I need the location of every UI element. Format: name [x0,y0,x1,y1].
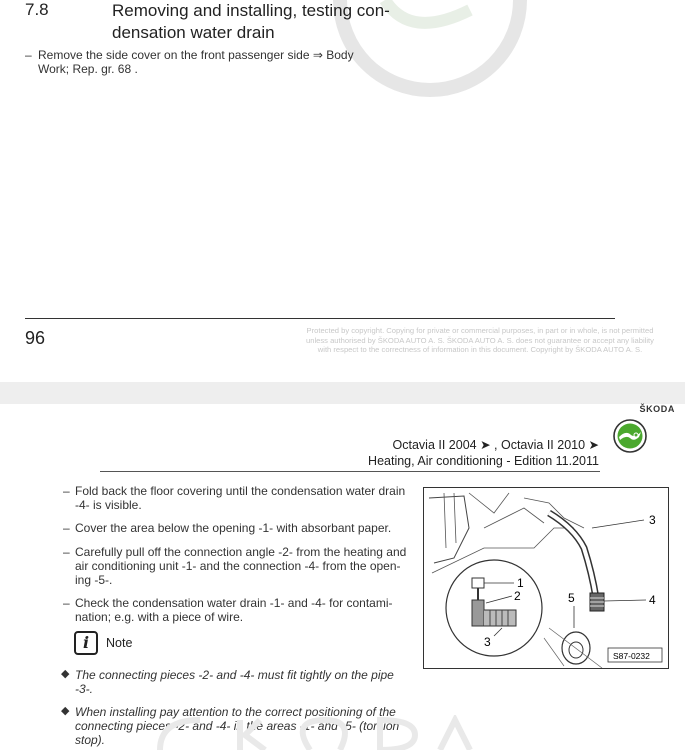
callout-label: 3 [484,635,491,649]
page-number: 96 [25,328,46,348]
drain-diagram [424,488,668,668]
header-edition: Heating, Air conditioning - Edition 11.2011 [368,454,599,468]
skoda-logo-icon [612,418,648,459]
callout-label: 1 [517,576,524,590]
step-line: Remove the side cover on the front passenger side ⇒ Body [38,48,354,62]
list-item: ◆ When installing pay attention to the correct positioning of the connecting pieces -2- and -4- in the areas -1- and -5- (torsion stop). [61,705,400,747]
diagram-figure [423,487,669,669]
list-item: – Fold back the floor covering until the condensation water drain -4- is visible. [63,484,406,512]
list-item: – Cover the area below the opening -1- with absorbant paper. [63,521,392,535]
header-rule [100,471,600,472]
info-icon: i [74,631,98,655]
footer-rule [25,318,615,319]
callout-label: 3 [649,513,656,527]
list-item: ◆ The connecting pieces -2- and -4- must fit tightly on the pipe -3-. [61,668,394,696]
watermark-text [150,715,480,750]
header-model: Octavia II 2004 ➤ , Octavia II 2010 ➤ [392,438,599,452]
callout-label: 4 [649,593,656,607]
section-title: Removing and installing, testing con-densation water drain [112,1,390,42]
list-item: – Carefully pull off the connection angle -2- from the heating and air conditioning unit -1- and the connection -4- from the open- ing -5-. [63,545,407,587]
callout-label: 2 [514,589,521,603]
note-label: Note [106,636,133,650]
step-line: Work; Rep. gr. 68 . [38,62,138,76]
callout-label: 5 [568,591,575,605]
step-dash: – [25,48,32,62]
page-gap [0,382,685,404]
copyright-notice: Protected by copyright. Copying for private or commercial purposes, in part or in whole, is not permitted unless authorised by ŠKODA AUTO A. S. ŠKODA AUTO A. S. does not guarantee or accept any liability with respect to the correctness of information in this document. Copyright by ŠKODA AUTO A. S. [306,326,654,354]
brand-name: ŠKODA [639,404,675,414]
figure-code: S87-0232 [613,651,650,661]
list-item: – Check the condensation water drain -1- and -4- for contami- nation; e.g. with a piece of wire. [63,596,393,624]
section-number: 7.8 [25,0,49,19]
